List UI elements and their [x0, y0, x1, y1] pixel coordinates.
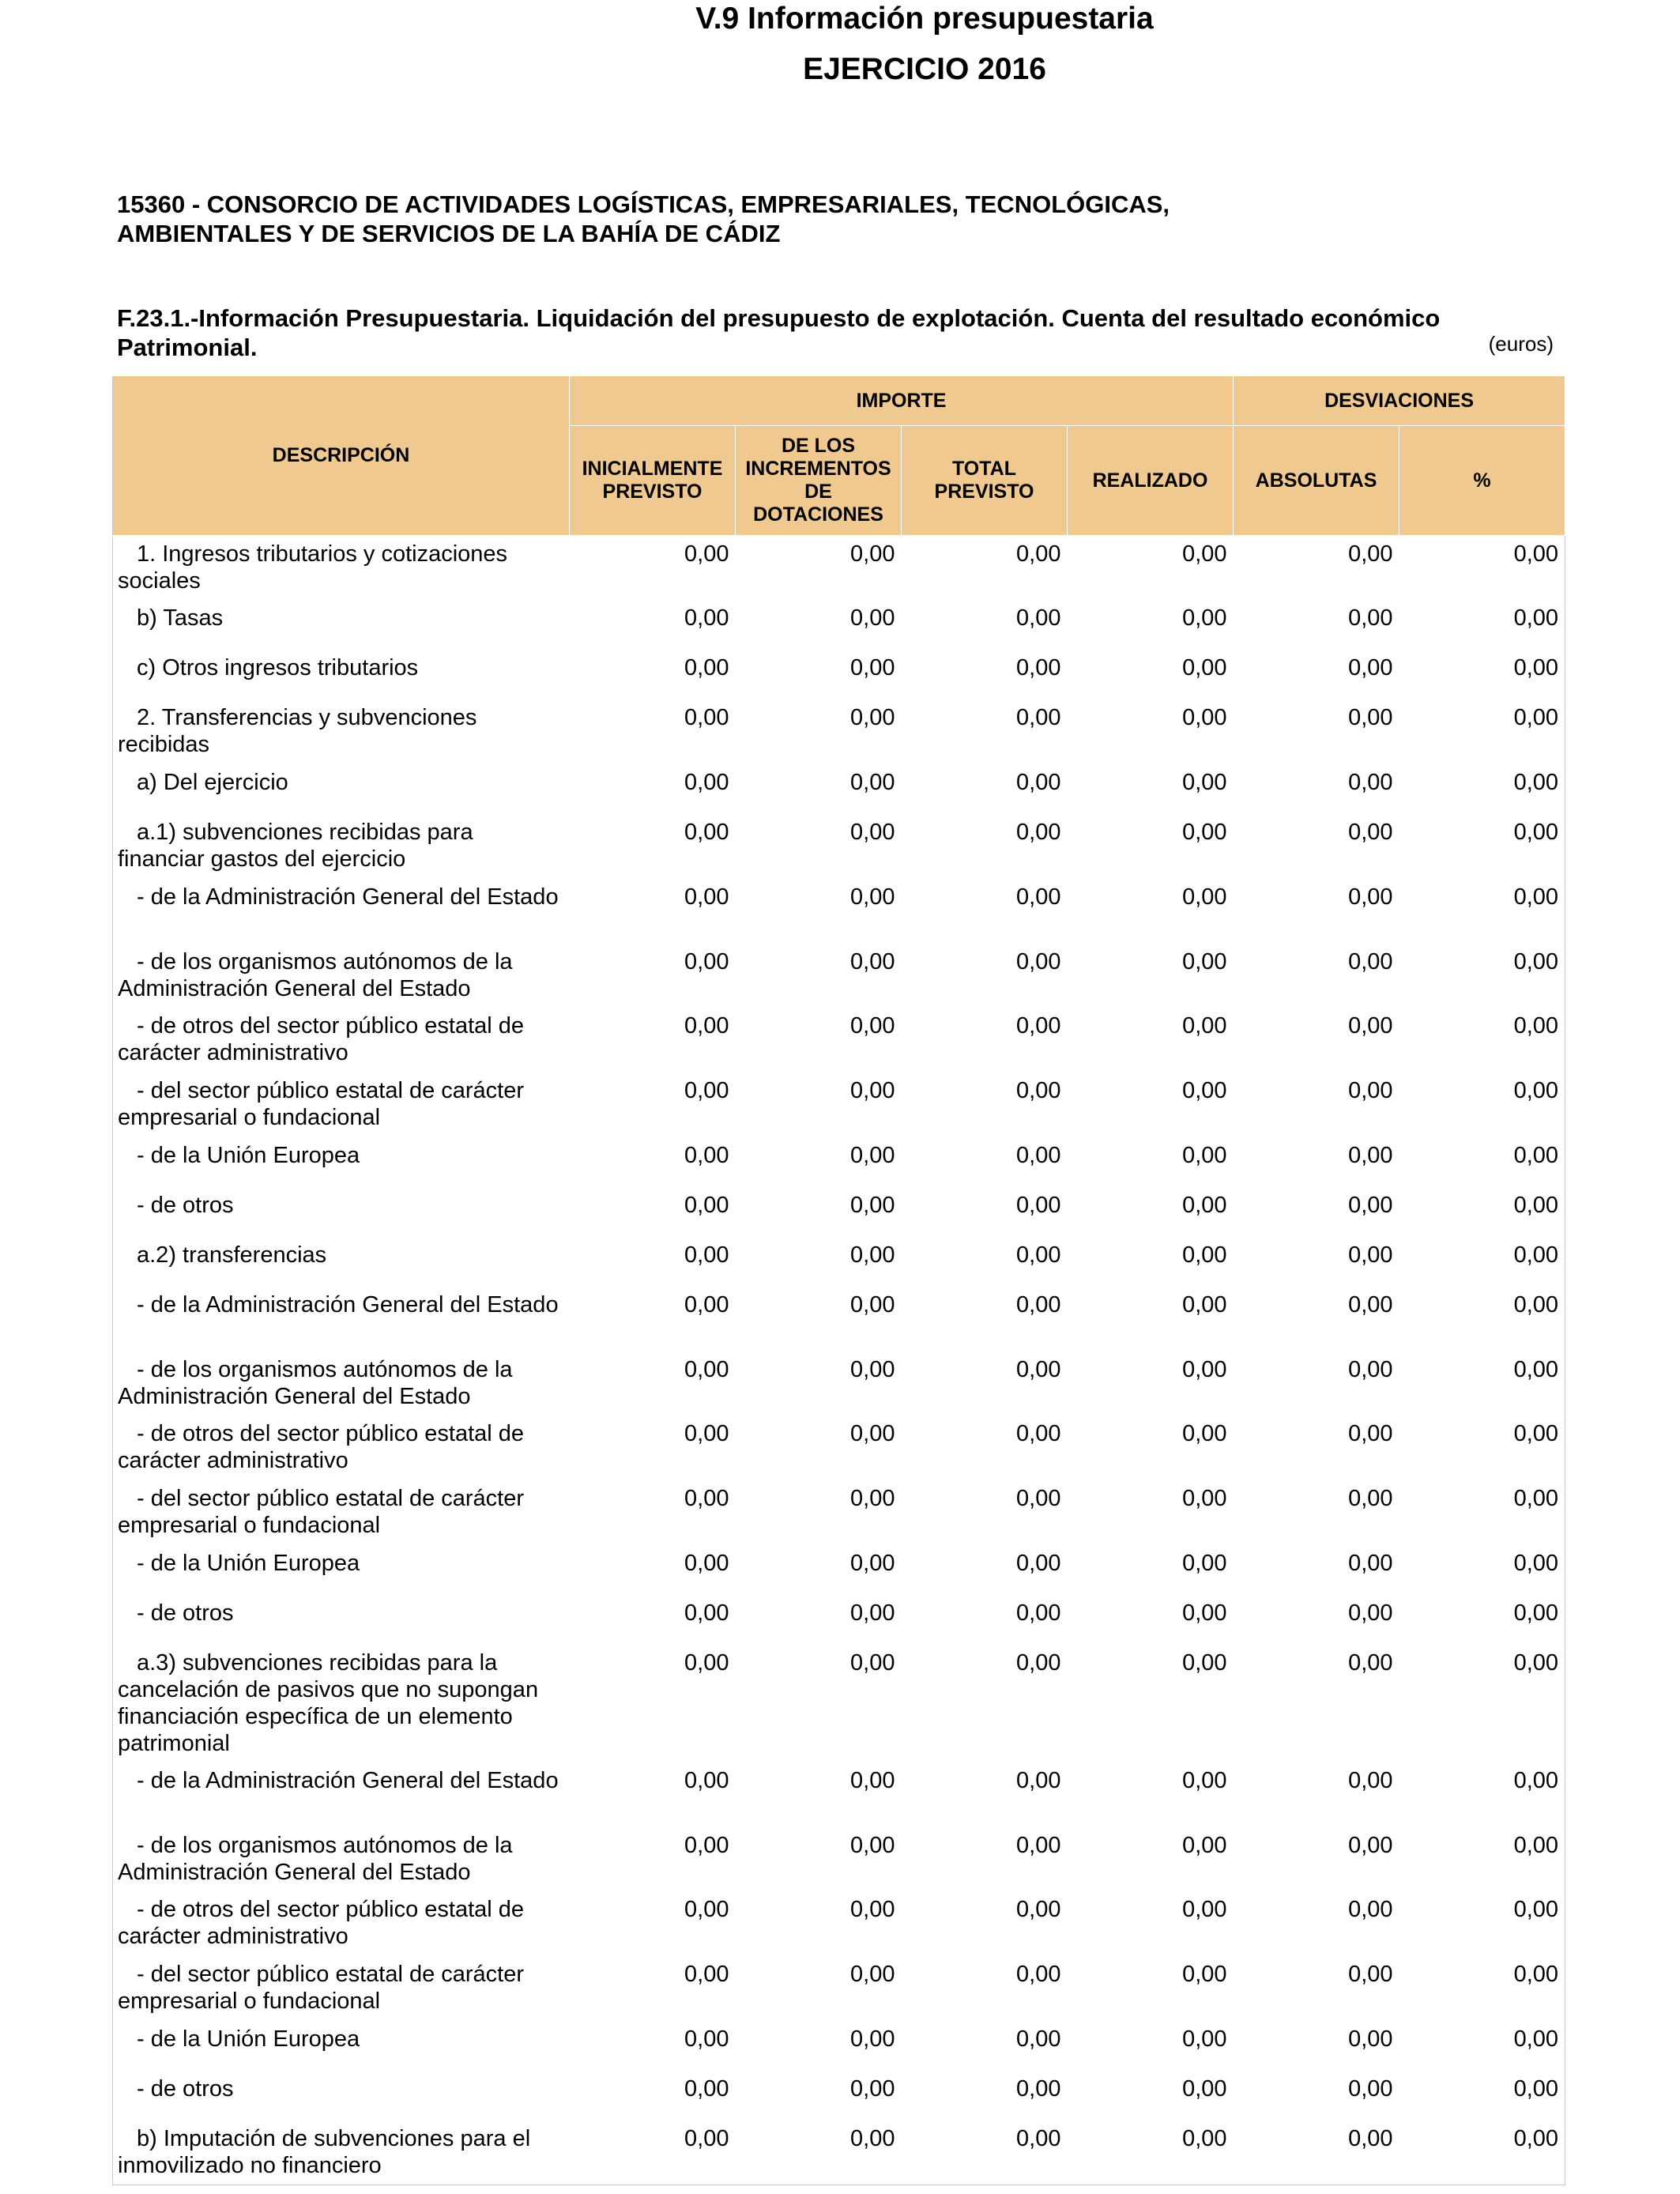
cell-inicial: 0,00	[684, 1896, 729, 1922]
cell-realizado: 0,00	[1182, 1649, 1227, 1676]
row-label	[113, 699, 570, 764]
section-line-1: F.23.1.-Información Presupuestaria. Liquidación del presupuesto de explotación. Cuenta del resultado económico	[117, 304, 1441, 332]
cell-realizado: 0,00	[1182, 1767, 1227, 1793]
cell-inicial: 0,00	[684, 1832, 729, 1858]
row-label-text: a.2) transferencias	[137, 1242, 327, 1268]
row-label	[113, 536, 570, 600]
cell-pct: 0,00	[1399, 2120, 1565, 2185]
cell-total: 0,00	[1016, 948, 1061, 974]
table-body	[113, 536, 1565, 2185]
row-label-text: a.1) subvenciones recibidas para financiar gastos del ejercicio	[118, 819, 473, 872]
cell-pct: 0,00	[1399, 699, 1565, 764]
cell-inicial: 0,00	[684, 1420, 729, 1446]
cell-absolutas: 0,00	[1348, 1192, 1393, 1218]
cell-pct: 0,00	[1399, 1827, 1565, 1891]
cell-pct: 0,00	[1399, 944, 1565, 1008]
cell-inicial: 0,00	[684, 2026, 729, 2052]
table-row	[113, 699, 1565, 764]
cell-incrementos: 0,00	[850, 541, 895, 567]
cell-total: 0,00	[1016, 1649, 1061, 1676]
cell-realizado: 0,00	[1182, 1485, 1227, 1511]
cell-inicial: 0,00	[684, 1485, 729, 1511]
table-row	[113, 1956, 1565, 2021]
row-label-text: - de otros	[137, 1192, 234, 1218]
row-label-text: - de los organismos autónomos de la Administración General del Estado	[118, 948, 513, 1001]
table-row	[113, 600, 1565, 650]
table-row	[113, 814, 1565, 879]
cell-realizado: 0,00	[1182, 769, 1227, 795]
table-row	[113, 1137, 1565, 1187]
table-row	[113, 1595, 1565, 1645]
row-label	[113, 814, 570, 879]
cell-absolutas: 0,00	[1348, 1142, 1393, 1168]
row-label-text: b) Imputación de subvenciones para el inmovilizado no financiero	[118, 2125, 531, 2178]
cell-incrementos: 0,00	[850, 769, 895, 795]
row-label	[113, 1287, 570, 1351]
row-label	[113, 1762, 570, 1827]
row-label	[113, 1545, 570, 1595]
cell-absolutas: 0,00	[1348, 1485, 1393, 1511]
cell-realizado: 0,00	[1182, 1420, 1227, 1446]
cell-total: 0,00	[1016, 1896, 1061, 1922]
cell-absolutas: 0,00	[1348, 884, 1393, 910]
cell-realizado: 0,00	[1182, 884, 1227, 910]
table-row	[113, 1072, 1565, 1137]
entity-line-1: 15360 - CONSORCIO DE ACTIVIDADES LOGÍSTICAS, EMPRESARIALES, TECNOLÓGICAS,	[117, 190, 1170, 218]
table-row	[113, 1237, 1565, 1287]
cell-absolutas: 0,00	[1348, 1420, 1393, 1446]
cell-total: 0,00	[1016, 1600, 1061, 1626]
cell-realizado: 0,00	[1182, 541, 1227, 567]
cell-total: 0,00	[1016, 1192, 1061, 1218]
cell-realizado: 0,00	[1182, 1192, 1227, 1218]
cell-realizado: 0,00	[1182, 1242, 1227, 1268]
table-row	[113, 2071, 1565, 2120]
table-row	[113, 1645, 1565, 1762]
cell-pct: 0,00	[1399, 1956, 1565, 2021]
cell-incrementos: 0,00	[850, 704, 895, 730]
cell-incrementos: 0,00	[850, 654, 895, 680]
group-header-desviaciones: DESVIACIONES	[1234, 376, 1565, 426]
row-label-text: - de la Administración General del Estado	[137, 884, 559, 910]
cell-absolutas: 0,00	[1348, 1649, 1393, 1676]
row-label	[113, 764, 570, 814]
table-row	[113, 1351, 1565, 1416]
cell-incrementos: 0,00	[850, 2075, 895, 2102]
cell-total: 0,00	[1016, 1356, 1061, 1382]
cell-incrementos: 0,00	[850, 1485, 895, 1511]
cell-incrementos: 0,00	[850, 1896, 895, 1922]
cell-inicial: 0,00	[684, 1012, 729, 1039]
page-title: V.9 Información presupuestaria	[695, 2, 1154, 36]
cell-inicial: 0,00	[684, 1961, 729, 1987]
cell-pct: 0,00	[1399, 814, 1565, 879]
cell-total: 0,00	[1016, 1077, 1061, 1103]
cell-pct: 0,00	[1399, 1416, 1565, 1480]
row-label	[113, 1137, 570, 1187]
table-row	[113, 1891, 1565, 1956]
row-label	[113, 600, 570, 650]
row-label	[113, 2120, 570, 2185]
cell-absolutas: 0,00	[1348, 1356, 1393, 1382]
cell-pct: 0,00	[1399, 1287, 1565, 1351]
row-label-text: 1. Ingresos tributarios y cotizaciones sociales	[118, 541, 508, 594]
row-label	[113, 1956, 570, 2021]
cell-absolutas: 0,00	[1348, 1600, 1393, 1626]
cell-realizado: 0,00	[1182, 654, 1227, 680]
cell-incrementos: 0,00	[850, 1550, 895, 1576]
cell-total: 0,00	[1016, 769, 1061, 795]
cell-inicial: 0,00	[684, 1291, 729, 1318]
table-row	[113, 1416, 1565, 1480]
cell-incrementos: 0,00	[850, 1242, 895, 1268]
cell-inicial: 0,00	[684, 948, 729, 974]
row-label-text: - de otros del sector público estatal de carácter administrativo	[118, 1420, 525, 1473]
row-label	[113, 1072, 570, 1137]
cell-total: 0,00	[1016, 1485, 1061, 1511]
cell-absolutas: 0,00	[1348, 769, 1393, 795]
cell-pct: 0,00	[1399, 1645, 1565, 1762]
cell-absolutas: 0,00	[1348, 1896, 1393, 1922]
cell-inicial: 0,00	[684, 704, 729, 730]
units-label: (euros)	[1488, 332, 1554, 356]
row-label	[113, 944, 570, 1008]
table-row	[113, 650, 1565, 699]
cell-total: 0,00	[1016, 654, 1061, 680]
entity-line-2: AMBIENTALES Y DE SERVICIOS DE LA BAHÍA DE CÁDIZ	[117, 220, 781, 247]
cell-absolutas: 0,00	[1348, 2075, 1393, 2102]
cell-total: 0,00	[1016, 1961, 1061, 1987]
budget-table	[112, 375, 1565, 2185]
row-label	[113, 1416, 570, 1480]
col-header-inicial: INICIALMENTE PREVISTO	[570, 426, 736, 536]
col-header-absolutas: ABSOLUTAS	[1234, 426, 1399, 536]
cell-pct: 0,00	[1399, 1480, 1565, 1545]
row-label-text: - de la Unión Europea	[137, 1550, 360, 1576]
cell-absolutas: 0,00	[1348, 704, 1393, 730]
table-row	[113, 1187, 1565, 1237]
cell-incrementos: 0,00	[850, 1961, 895, 1987]
section-line-2: Patrimonial.	[117, 334, 258, 361]
cell-realizado: 0,00	[1182, 1291, 1227, 1318]
cell-total: 0,00	[1016, 1242, 1061, 1268]
cell-inicial: 0,00	[684, 1242, 729, 1268]
cell-incrementos: 0,00	[850, 884, 895, 910]
cell-incrementos: 0,00	[850, 1649, 895, 1676]
row-label	[113, 1595, 570, 1645]
cell-inicial: 0,00	[684, 1142, 729, 1168]
cell-realizado: 0,00	[1182, 1142, 1227, 1168]
cell-inicial: 0,00	[684, 884, 729, 910]
cell-realizado: 0,00	[1182, 1550, 1227, 1576]
cell-inicial: 0,00	[684, 654, 729, 680]
table-row	[113, 879, 1565, 944]
cell-absolutas: 0,00	[1348, 1242, 1393, 1268]
fiscal-year: EJERCICIO 2016	[803, 52, 1046, 86]
cell-inicial: 0,00	[570, 2120, 736, 2185]
row-label-text: 2. Transferencias y subvenciones recibidas	[118, 704, 477, 757]
row-label-text: - de los organismos autónomos de la Administración General del Estado	[118, 1356, 513, 1409]
cell-absolutas: 0,00	[1348, 654, 1393, 680]
cell-pct: 0,00	[1399, 1545, 1565, 1595]
table-row	[113, 1762, 1565, 1827]
cell-inicial: 0,00	[684, 2075, 729, 2102]
cell-realizado: 0,00	[1182, 1077, 1227, 1103]
cell-total: 0,00	[1016, 704, 1061, 730]
cell-incrementos: 0,00	[850, 1356, 895, 1382]
row-label-text: - de otros del sector público estatal de carácter administrativo	[118, 1896, 525, 1949]
cell-inicial: 0,00	[684, 1356, 729, 1382]
cell-inicial: 0,00	[684, 1077, 729, 1103]
row-label-text: - de la Unión Europea	[137, 2026, 360, 2052]
row-label	[113, 1008, 570, 1072]
cell-total: 0,00	[1016, 1420, 1061, 1446]
cell-realizado: 0,00	[1182, 2026, 1227, 2052]
cell-inicial: 0,00	[684, 605, 729, 631]
cell-realizado: 0,00	[1182, 1896, 1227, 1922]
cell-inicial: 0,00	[684, 1192, 729, 1218]
cell-total: 0,00	[1016, 1291, 1061, 1318]
table-row	[113, 1480, 1565, 1545]
cell-realizado: 0,00	[1182, 1356, 1227, 1382]
cell-incrementos: 0,00	[850, 1767, 895, 1793]
row-label	[113, 1480, 570, 1545]
cell-inicial: 0,00	[684, 541, 729, 567]
cell-total: 0,00	[1016, 1142, 1061, 1168]
cell-pct: 0,00	[1399, 2021, 1565, 2071]
cell-incrementos: 0,00	[850, 1077, 895, 1103]
cell-pct: 0,00	[1399, 1072, 1565, 1137]
cell-pct: 0,00	[1399, 879, 1565, 944]
cell-total: 0,00	[1016, 2075, 1061, 2102]
cell-inicial: 0,00	[684, 1767, 729, 1793]
cell-absolutas: 0,00	[1348, 1012, 1393, 1039]
cell-absolutas: 0,00	[1234, 2120, 1399, 2185]
row-label-text: - de otros del sector público estatal de carácter administrativo	[118, 1012, 525, 1065]
section-title	[117, 303, 1563, 362]
row-label	[113, 650, 570, 699]
table-row	[113, 1287, 1565, 1351]
cell-pct: 0,00	[1399, 1187, 1565, 1237]
cell-pct: 0,00	[1399, 2071, 1565, 2120]
cell-realizado: 0,00	[1068, 2120, 1234, 2185]
row-label-text: - del sector público estatal de carácter empresarial o fundacional	[118, 1077, 525, 1130]
cell-pct: 0,00	[1399, 1595, 1565, 1645]
cell-pct: 0,00	[1399, 1762, 1565, 1827]
cell-absolutas: 0,00	[1348, 605, 1393, 631]
cell-realizado: 0,00	[1182, 1600, 1227, 1626]
cell-pct: 0,00	[1399, 1891, 1565, 1956]
cell-incrementos: 0,00	[850, 1600, 895, 1626]
cell-total: 0,00	[1016, 1550, 1061, 1576]
cell-incrementos: 0,00	[850, 948, 895, 974]
row-label-text: c) Otros ingresos tributarios	[137, 654, 419, 680]
group-header-importe: IMPORTE	[570, 376, 1234, 426]
table-row	[113, 2120, 1565, 2185]
row-label-text: - de la Administración General del Estado	[137, 1767, 559, 1793]
cell-absolutas: 0,00	[1348, 819, 1393, 845]
cell-realizado: 0,00	[1182, 1961, 1227, 1987]
row-label	[113, 1187, 570, 1237]
col-header-descripcion: DESCRIPCIÓN	[113, 376, 570, 536]
col-header-incrementos: DE LOS INCREMENTOS DE DOTACIONES	[736, 426, 902, 536]
cell-absolutas: 0,00	[1348, 1550, 1393, 1576]
table-row	[113, 1008, 1565, 1072]
cell-pct: 0,00	[1399, 1008, 1565, 1072]
cell-total: 0,00	[1016, 541, 1061, 567]
row-label-text: - de la Unión Europea	[137, 1142, 360, 1168]
table-row	[113, 2021, 1565, 2071]
cell-realizado: 0,00	[1182, 819, 1227, 845]
cell-incrementos: 0,00	[850, 1291, 895, 1318]
cell-realizado: 0,00	[1182, 1832, 1227, 1858]
cell-total: 0,00	[1016, 605, 1061, 631]
cell-pct: 0,00	[1399, 536, 1565, 600]
cell-total: 0,00	[1016, 819, 1061, 845]
cell-realizado: 0,00	[1182, 2075, 1227, 2102]
table-row	[113, 536, 1565, 600]
cell-pct: 0,00	[1399, 764, 1565, 814]
cell-inicial: 0,00	[684, 819, 729, 845]
cell-pct: 0,00	[1399, 1237, 1565, 1287]
cell-realizado: 0,00	[1182, 605, 1227, 631]
row-label-text: a.3) subvenciones recibidas para la cancelación de pasivos que no supongan financiación específica de un elemento patrimonial	[118, 1649, 539, 1756]
cell-realizado: 0,00	[1182, 948, 1227, 974]
cell-incrementos: 0,00	[850, 1832, 895, 1858]
cell-realizado: 0,00	[1182, 704, 1227, 730]
cell-total: 0,00	[1016, 1767, 1061, 1793]
cell-total: 0,00	[1016, 884, 1061, 910]
cell-incrementos: 0,00	[850, 2026, 895, 2052]
col-header-pct: %	[1399, 426, 1565, 536]
entity-name	[117, 190, 1618, 248]
row-label	[113, 1351, 570, 1416]
cell-total: 0,00	[1016, 1012, 1061, 1039]
row-label-text: - de los organismos autónomos de la Administración General del Estado	[118, 1832, 513, 1885]
row-label	[113, 1827, 570, 1891]
row-label-text: - de la Administración General del Estado	[137, 1291, 559, 1318]
row-label-text: - de otros	[137, 1600, 234, 1626]
cell-pct: 0,00	[1399, 1137, 1565, 1187]
cell-inicial: 0,00	[684, 769, 729, 795]
col-header-realizado: REALIZADO	[1068, 426, 1234, 536]
cell-absolutas: 0,00	[1348, 1767, 1393, 1793]
row-label	[113, 2071, 570, 2120]
row-label-text: - del sector público estatal de carácter empresarial o fundacional	[118, 1485, 525, 1538]
table-row	[113, 1827, 1565, 1891]
cell-incrementos: 0,00	[736, 2120, 902, 2185]
cell-total: 0,00	[902, 2120, 1068, 2185]
col-header-total: TOTAL PREVISTO	[902, 426, 1068, 536]
cell-incrementos: 0,00	[850, 1192, 895, 1218]
cell-total: 0,00	[1016, 2026, 1061, 2052]
cell-total: 0,00	[1016, 1832, 1061, 1858]
cell-absolutas: 0,00	[1348, 948, 1393, 974]
cell-absolutas: 0,00	[1348, 1291, 1393, 1318]
row-label-text: a) Del ejercicio	[137, 769, 288, 795]
row-label-text: b) Tasas	[137, 605, 224, 631]
cell-incrementos: 0,00	[850, 1012, 895, 1039]
cell-realizado: 0,00	[1182, 1012, 1227, 1039]
cell-inicial: 0,00	[684, 1649, 729, 1676]
row-label-text: - de otros	[137, 2075, 234, 2102]
cell-absolutas: 0,00	[1348, 1961, 1393, 1987]
row-label	[113, 2021, 570, 2071]
row-label-text: - del sector público estatal de carácter empresarial o fundacional	[118, 1961, 525, 2014]
cell-absolutas: 0,00	[1348, 2026, 1393, 2052]
cell-pct: 0,00	[1399, 600, 1565, 650]
cell-incrementos: 0,00	[850, 819, 895, 845]
table-row	[113, 1545, 1565, 1595]
row-label	[113, 879, 570, 944]
table-row	[113, 764, 1565, 814]
cell-absolutas: 0,00	[1348, 541, 1393, 567]
row-label	[113, 1891, 570, 1956]
cell-incrementos: 0,00	[850, 605, 895, 631]
cell-inicial: 0,00	[684, 1600, 729, 1626]
cell-incrementos: 0,00	[850, 1420, 895, 1446]
cell-pct: 0,00	[1399, 1351, 1565, 1416]
row-label	[113, 1237, 570, 1287]
row-label	[113, 1645, 570, 1762]
cell-pct: 0,00	[1399, 650, 1565, 699]
cell-incrementos: 0,00	[850, 1142, 895, 1168]
table-row	[113, 944, 1565, 1008]
cell-absolutas: 0,00	[1348, 1832, 1393, 1858]
cell-inicial: 0,00	[684, 1550, 729, 1576]
cell-absolutas: 0,00	[1348, 1077, 1393, 1103]
